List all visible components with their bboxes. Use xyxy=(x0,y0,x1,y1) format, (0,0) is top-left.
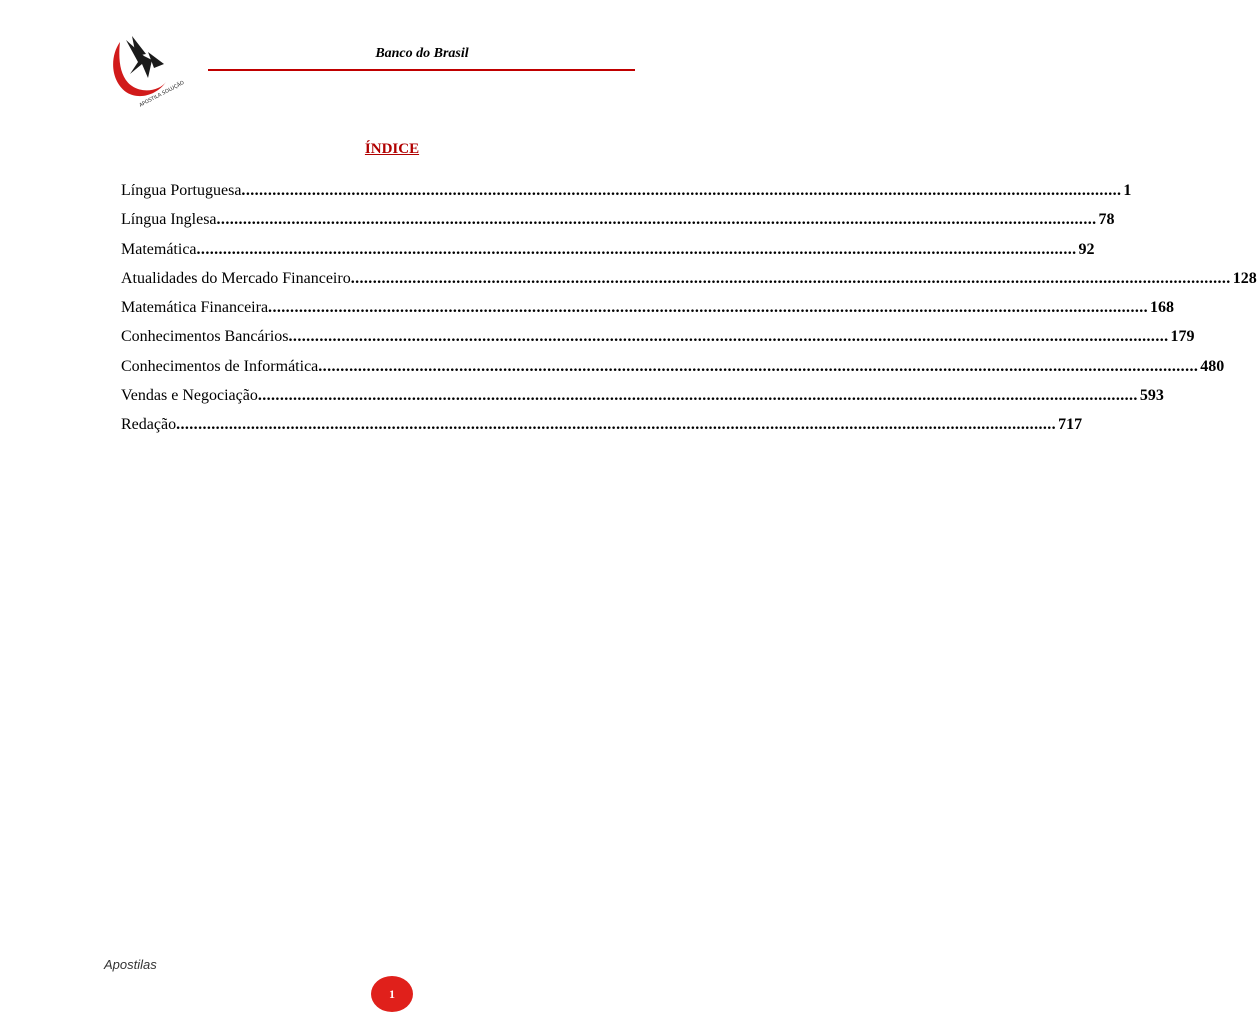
toc-entry[interactable] xyxy=(121,322,1195,351)
header-title: Banco do Brasil xyxy=(375,46,469,61)
toc-entry-label: Conhecimentos Bancários xyxy=(121,328,289,346)
toc-entry-label: Redação xyxy=(121,416,177,434)
toc-entry-label: Atualidades do Mercado Financeiro xyxy=(121,269,351,287)
toc-entry-page: 179 xyxy=(1170,328,1195,346)
toc-leader-dots: ........................................................................................................................................................................................................ xyxy=(216,211,1097,229)
toc-leader-dots: ........................................................................................................................................................................................................ xyxy=(288,328,1169,346)
svg-text:APOSTILA SOLUÇÃO: APOSTILA SOLUÇÃO xyxy=(138,79,186,109)
toc-entry-page: 168 xyxy=(1150,299,1175,317)
toc-entry-page: 1 xyxy=(1123,182,1132,199)
toc-leader-dots: ........................................................................................................................................................................................................ xyxy=(257,387,1138,405)
toc-leader-dots: ........................................................................................................................................................................................................ xyxy=(196,240,1077,258)
toc-entry[interactable] xyxy=(121,381,1164,410)
toc-entry[interactable] xyxy=(121,264,1257,293)
table-of-contents xyxy=(121,176,1257,440)
toc-entry[interactable] xyxy=(121,235,1095,264)
toc-entry-page: 78 xyxy=(1098,211,1115,229)
toc-heading: ÍNDICE xyxy=(364,141,420,157)
toc-entry-label: Língua Inglesa xyxy=(121,211,217,229)
toc-entry[interactable] xyxy=(121,205,1115,234)
toc-leader-dots: ........................................................................................................................................................................................................ xyxy=(241,182,1122,199)
toc-entry[interactable] xyxy=(121,410,1083,439)
toc-entry-label: Vendas e Negociação xyxy=(121,387,258,405)
toc-leader-dots: ........................................................................................................................................................................................................ xyxy=(268,299,1149,317)
toc-leader-dots: ........................................................................................................................................................................................................ xyxy=(350,269,1231,287)
toc-entry-page: 92 xyxy=(1078,240,1095,258)
toc-entry-page: 128 xyxy=(1232,269,1257,287)
page-number-badge: 1 xyxy=(371,976,413,1012)
toc-entry[interactable] xyxy=(121,293,1175,322)
toc-entry-label: Matemática Financeira xyxy=(121,299,269,317)
toc-entry-label: Matemática xyxy=(121,240,197,258)
toc-leader-dots: ........................................................................................................................................................................................................ xyxy=(318,357,1199,375)
toc-entry[interactable] xyxy=(121,352,1225,381)
footer-label: Apostilas xyxy=(104,957,157,972)
toc-entry-label: Conhecimentos de Informática xyxy=(121,357,319,375)
toc-entry[interactable] xyxy=(121,176,1132,205)
toc-entry-page: 593 xyxy=(1139,387,1164,405)
apostila-logo xyxy=(108,34,186,109)
header-divider xyxy=(208,69,635,71)
toc-entry-label: Língua Portuguesa xyxy=(121,182,242,199)
toc-entry-page: 717 xyxy=(1058,416,1083,434)
toc-leader-dots: ........................................................................................................................................................................................................ xyxy=(176,416,1057,434)
toc-entry-page: 480 xyxy=(1200,357,1225,375)
